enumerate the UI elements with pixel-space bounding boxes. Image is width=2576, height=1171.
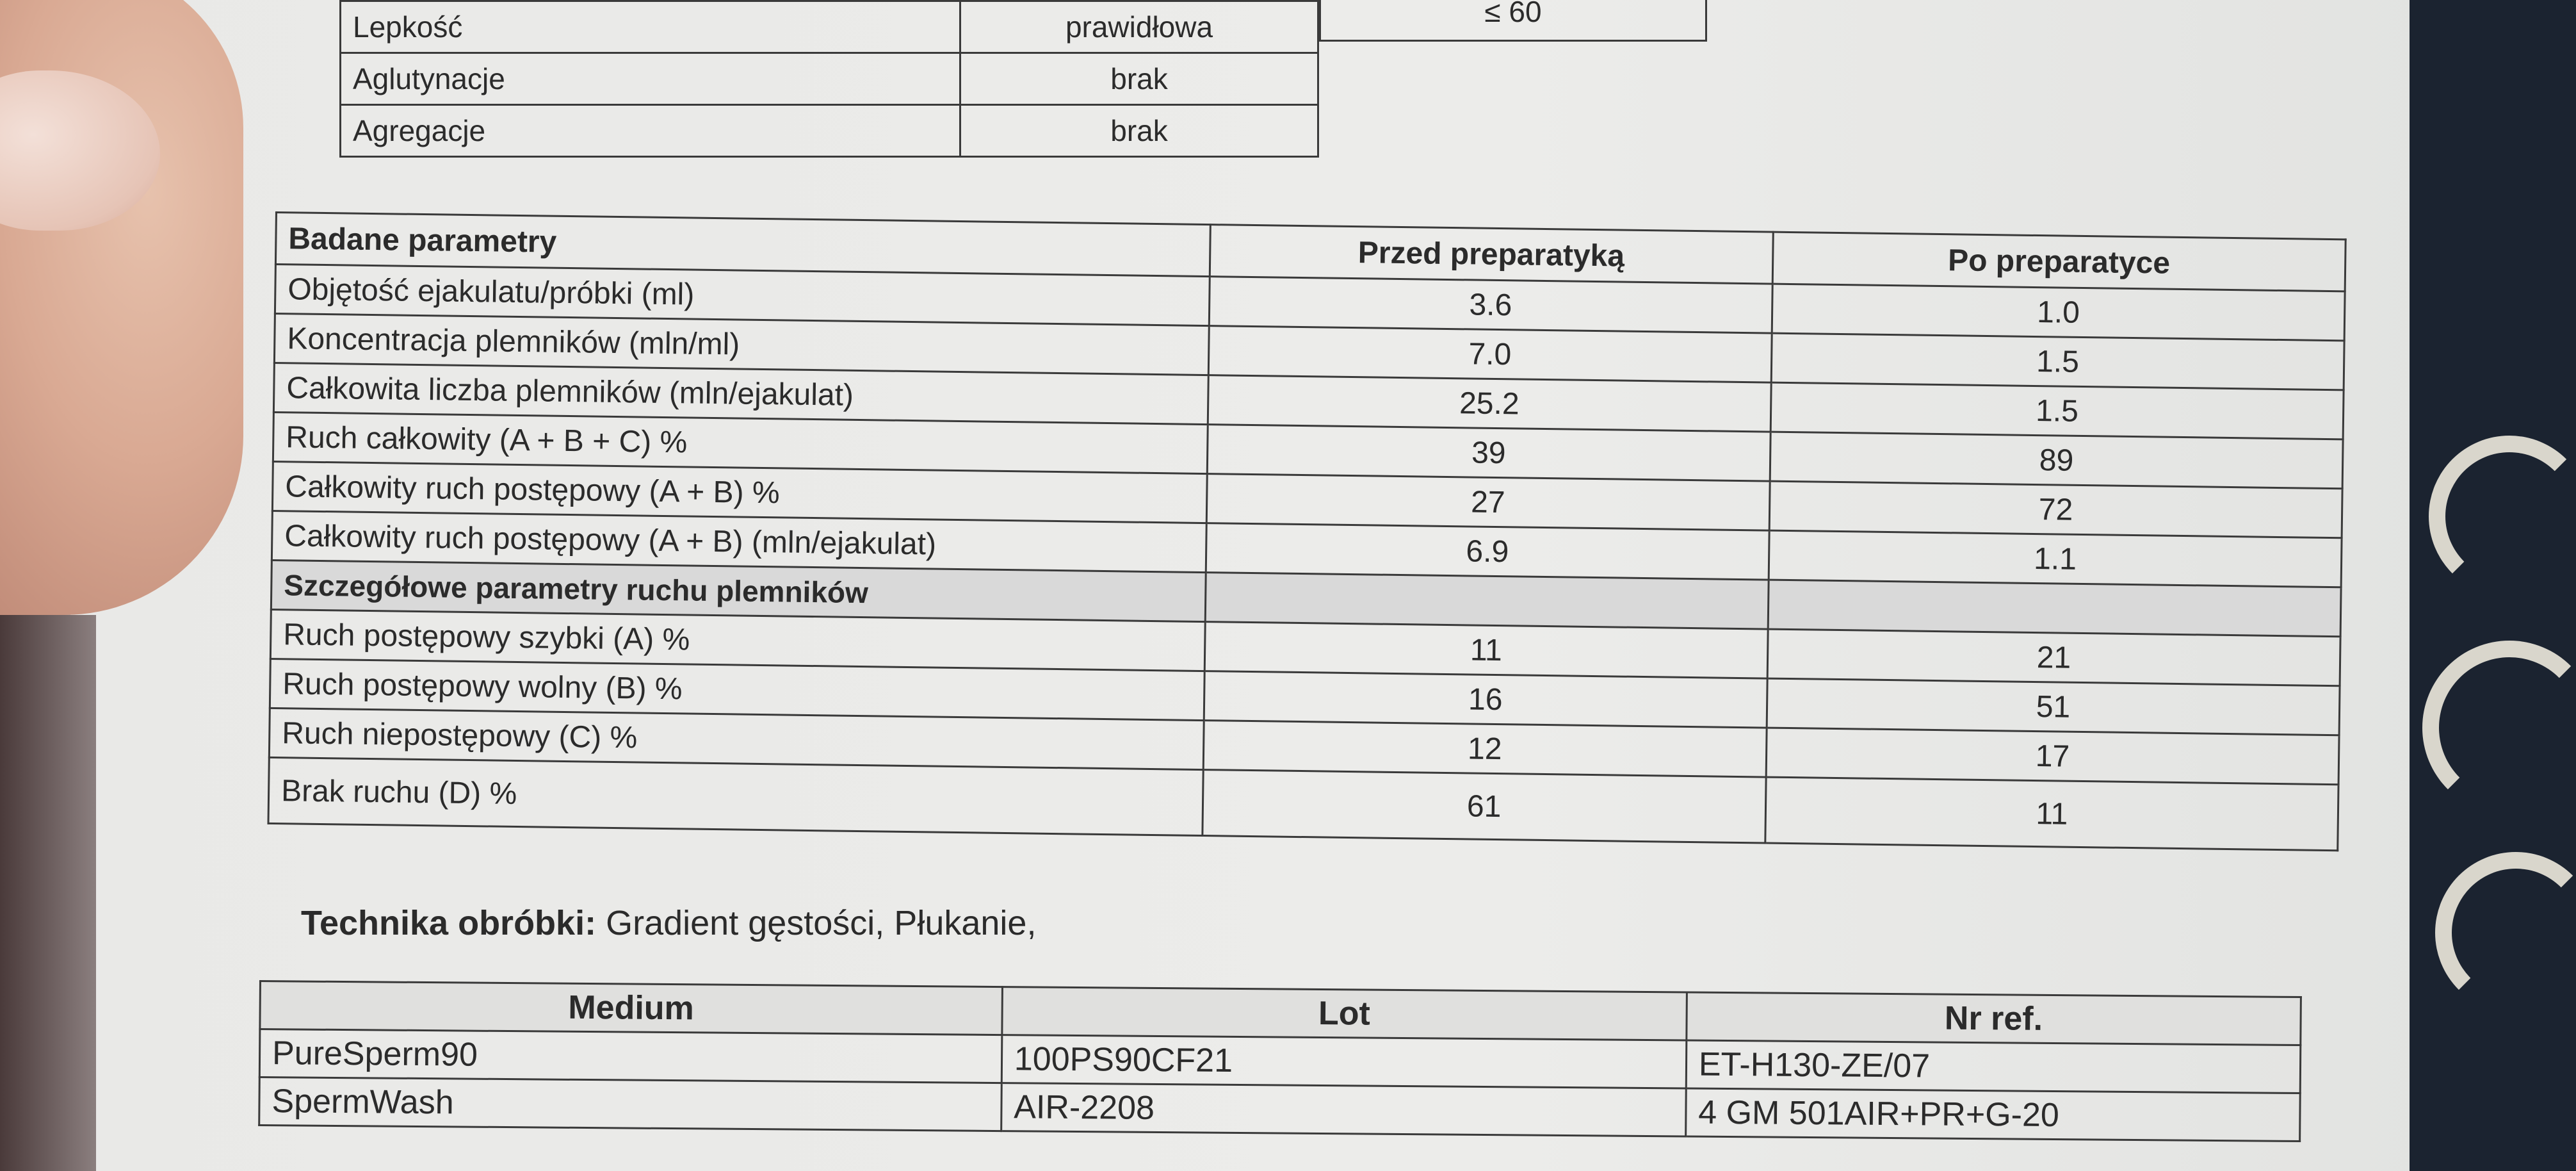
param-label: Całkowity ruch postępowy (A + B) (mln/ejakulat) <box>271 511 1206 572</box>
row-value: brak <box>960 105 1318 157</box>
param-label: Brak ruchu (D) % <box>268 757 1203 835</box>
value-before: 16 <box>1204 671 1767 728</box>
fabric-pattern <box>2429 436 2576 597</box>
value-before: 7.0 <box>1208 326 1772 383</box>
value-after: 72 <box>1769 481 2342 538</box>
header-parameter: Badane parametry <box>275 213 1210 277</box>
subheader-label: Szczegółowe parametry ruchu plemników <box>271 560 1205 621</box>
row-value: brak <box>960 53 1318 105</box>
row-label: Lepkość <box>341 1 960 53</box>
technique-value: Gradient gęstości, Płukanie, <box>606 904 1037 942</box>
background-shadow <box>0 615 96 1171</box>
value-after: 17 <box>1766 728 2339 785</box>
value-after: 21 <box>1767 629 2340 686</box>
value-after: 1.5 <box>1771 333 2344 390</box>
value-after: 51 <box>1767 678 2340 735</box>
value-after: 11 <box>1765 777 2339 851</box>
fabric-pattern <box>2422 641 2576 815</box>
medium-table <box>258 980 2302 1142</box>
param-label: Całkowita liczba plemników (mln/ejakulat) <box>273 363 1208 424</box>
subheader-empty <box>1205 573 1769 630</box>
value-after: 1.1 <box>1769 530 2342 587</box>
value-before: 3.6 <box>1209 277 1772 334</box>
table-row <box>341 53 1318 105</box>
value-after: 1.5 <box>1770 382 2344 439</box>
param-label: Ruch niepostępowy (C) % <box>269 708 1203 769</box>
value-before: 61 <box>1202 770 1766 844</box>
partial-cell <box>1319 0 1707 42</box>
table-row <box>341 105 1318 157</box>
fabric-pattern <box>2435 852 2576 1013</box>
technique-label: Technika obróbki: <box>301 904 597 942</box>
param-label: Objętość ejakulatu/próbki (ml) <box>275 265 1209 326</box>
ref-number: 4 GM 501AIR+PR+G-20 <box>1685 1088 2300 1142</box>
partial-value: ≤ 60 <box>1484 0 1542 28</box>
param-label: Ruch całkowity (A + B + C) % <box>273 412 1207 473</box>
background-fabric <box>2410 0 2576 1171</box>
value-before: 39 <box>1207 425 1770 482</box>
header-lot: Lot <box>1002 987 1687 1040</box>
lot-number: AIR-2208 <box>1001 1083 1686 1136</box>
thumb <box>0 0 243 615</box>
value-before: 11 <box>1204 622 1768 679</box>
medium-name: PureSperm90 <box>259 1029 1001 1083</box>
value-before: 12 <box>1203 721 1767 778</box>
param-label: Koncentracja plemników (mln/ml) <box>274 314 1208 375</box>
value-before: 6.9 <box>1206 523 1769 580</box>
param-label: Całkowity ruch postępowy (A + B) % <box>272 461 1206 523</box>
row-label: Agregacje <box>341 105 960 157</box>
value-after: 89 <box>1770 432 2343 489</box>
parameters-table <box>267 211 2346 851</box>
lot-number: 100PS90CF21 <box>1001 1035 1687 1088</box>
technique-line <box>301 903 1036 943</box>
top-table <box>339 0 1319 158</box>
param-label: Ruch postępowy wolny (B) % <box>270 659 1204 720</box>
thumbnail <box>0 70 160 231</box>
param-label: Ruch postępowy szybki (A) % <box>270 609 1204 671</box>
table-row <box>341 1 1318 53</box>
header-after: Po preparatyce <box>1772 232 2345 291</box>
header-medium: Medium <box>260 981 1002 1035</box>
value-before: 25.2 <box>1208 375 1771 432</box>
medium-name: SpermWash <box>259 1077 1001 1131</box>
row-label: Aglutynacje <box>341 53 960 105</box>
header-before: Przed preparatyką <box>1210 225 1773 284</box>
ref-number: ET-H130-ZE/07 <box>1686 1040 2301 1093</box>
value-before: 27 <box>1206 474 1770 531</box>
value-after: 1.0 <box>1772 284 2345 341</box>
subheader-empty <box>1768 580 2341 637</box>
header-ref: Nr ref. <box>1687 992 2301 1045</box>
row-value: prawidłowa <box>960 1 1318 53</box>
